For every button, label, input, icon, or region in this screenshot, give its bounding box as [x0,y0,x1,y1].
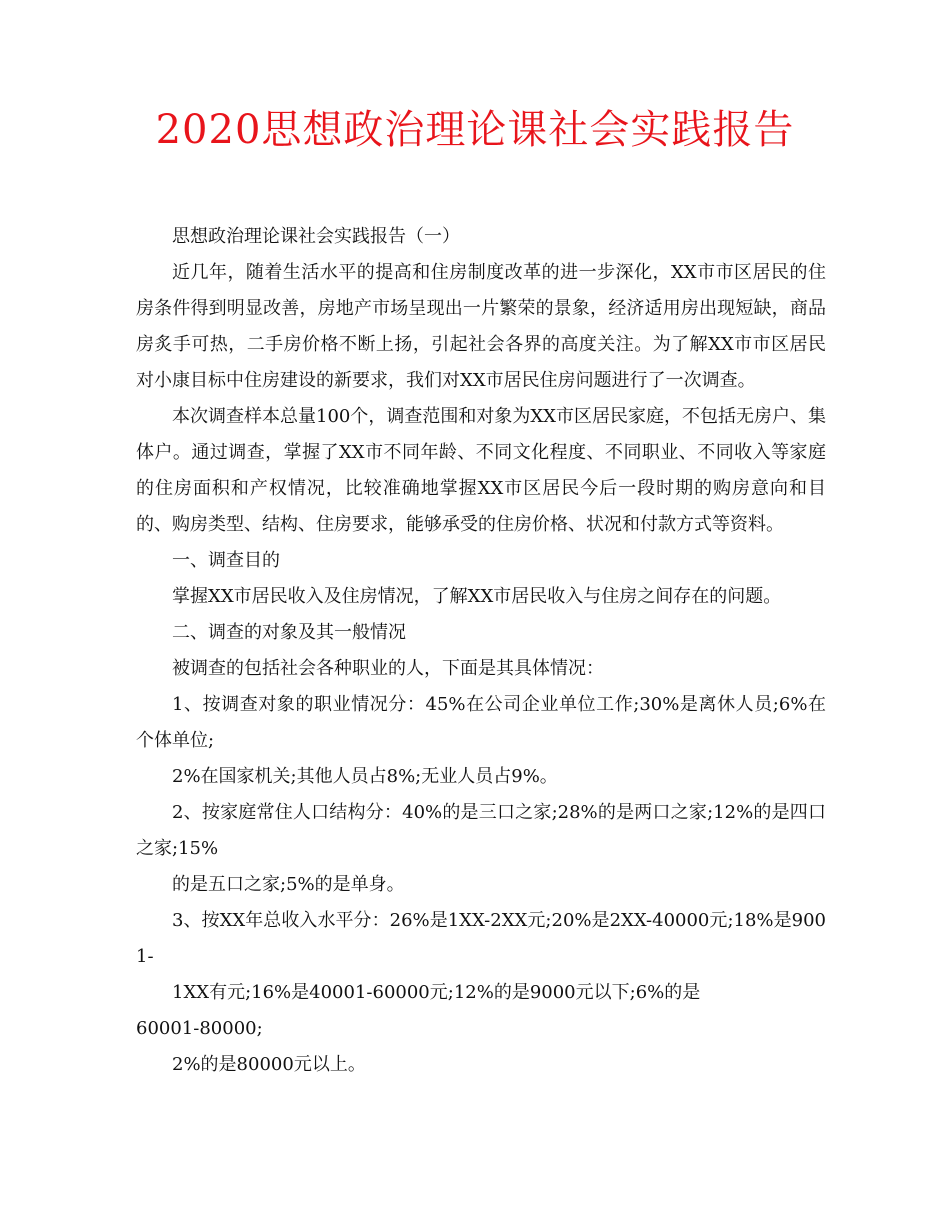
document-body [136,219,826,1083]
body-paragraph: 2%在国家机关;其他人员占8%;无业人员占9%。 [172,766,558,787]
section-heading: 思想政治理论课社会实践报告（一） [172,226,460,247]
body-paragraph: 的是五口之家;5%的是单身。 [172,874,405,895]
document-title: 2020思想政治理论课社会实践报告 [155,107,795,153]
body-paragraph: 近几年，随着生活水平的提高和住房制度改革的进一步深化，XX市市区居民的住房条件得到明显改善，房地产市场呈现出一片繁荣的景象，经济适用房出现短缺，商品房炙手可热，二手房价格不断上扬，引起社会各界的高度关注。为了解XX市市区居民对小康目标中住房建设的新要求，我们对XX市居民住房问题进行了一次调查。 [136,262,826,391]
body-paragraph: 被调查的包括社会各种职业的人，下面是其具体情况： [172,658,604,679]
body-paragraph: 1XX有元;16%是40001-60000元;12%的是9000元以下;6%的是 [172,982,701,1003]
body-paragraph: 2、按家庭常住人口结构分：40%的是三口之家;28%的是两口之家;12%的是四口之家;15% [136,802,826,859]
body-paragraph: 3、按XX年总收入水平分：26%是1XX-2XX元;20%是2XX-40000元;18%是9001- [136,910,826,967]
section-heading: 二、调查的对象及其一般情况 [172,622,406,643]
body-paragraph: 60001-80000; [136,1018,263,1039]
section-heading: 一、调查目的 [172,550,280,571]
body-paragraph: 1、按调查对象的职业情况分：45%在公司企业单位工作;30%是离休人员;6%在个体单位; [136,694,826,751]
body-paragraph: 掌握XX市居民收入及住房情况，了解XX市居民收入与住房之间存在的问题。 [172,586,782,607]
body-paragraph: 本次调查样本总量100个，调查范围和对象为XX市区居民家庭，不包括无房户、集体户。通过调查，掌握了XX市不同年龄、不同文化程度、不同职业、不同收入等家庭的住房面积和产权情况，比较准确地掌握XX市区居民今后一段时期的购房意向和目的、购房类型、结构、住房要求，能够承受的住房价格、状况和付款方式等资料。 [136,406,826,535]
body-paragraph: 2%的是80000元以上。 [172,1054,366,1075]
